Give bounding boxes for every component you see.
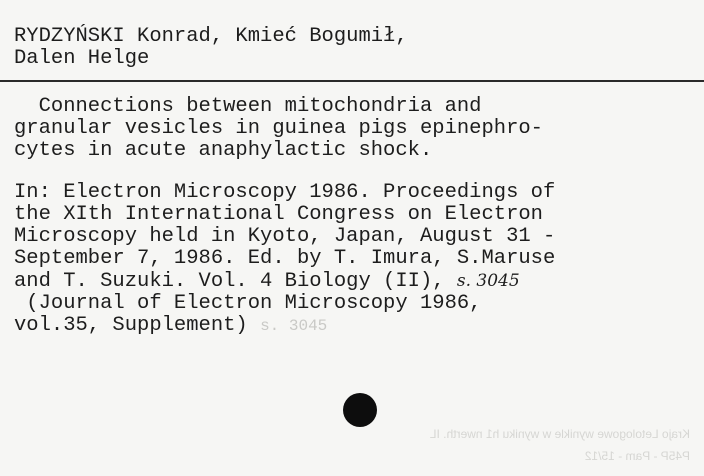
faint-stamp: s. 3045 bbox=[260, 317, 328, 335]
journal-line-2 bbox=[14, 315, 704, 337]
authors bbox=[14, 26, 694, 70]
author-line-2: Dalen Helge bbox=[14, 47, 150, 70]
punch-hole bbox=[343, 393, 377, 427]
source-line-5-text: and T. Suzuki. Vol. 4 Biology (II), bbox=[14, 270, 457, 293]
author-line-1: RYDZYŃSKI Konrad, Kmieć Bogumił, bbox=[14, 25, 408, 48]
divider-rule bbox=[0, 80, 704, 82]
title-line-1: Connections between mitochondria and bbox=[14, 95, 482, 118]
journal-line-1: (Journal of Electron Microscopy 1986, bbox=[14, 292, 482, 315]
handwritten-page-number: s. 3045 bbox=[456, 271, 520, 291]
source-line-4: September 7, 1986. Ed. by T. Imura, S.Maruse bbox=[14, 247, 556, 270]
bleed-through-line-1: Krajo Letologowe wynikle w wyniku h1 nwerth. IL bbox=[429, 427, 690, 441]
journal-line-2-text: vol.35, Supplement) bbox=[14, 314, 248, 337]
source-line-3: Microscopy held in Kyoto, Japan, August 31 - bbox=[14, 225, 556, 248]
title-line-3: cytes in acute anaphylactic shock. bbox=[14, 139, 433, 162]
source-line-1: In: Electron Microscopy 1986. Proceedings of bbox=[14, 181, 556, 204]
title-line-2: granular vesicles in guinea pigs epinephro- bbox=[14, 117, 543, 140]
bleed-through-line-2: P45P - Pam - 15/12 bbox=[584, 449, 690, 463]
source-citation bbox=[14, 182, 704, 337]
article-title bbox=[14, 96, 704, 162]
source-line-5 bbox=[14, 270, 704, 293]
source-line-2: the XIth International Congress on Electron bbox=[14, 203, 543, 226]
